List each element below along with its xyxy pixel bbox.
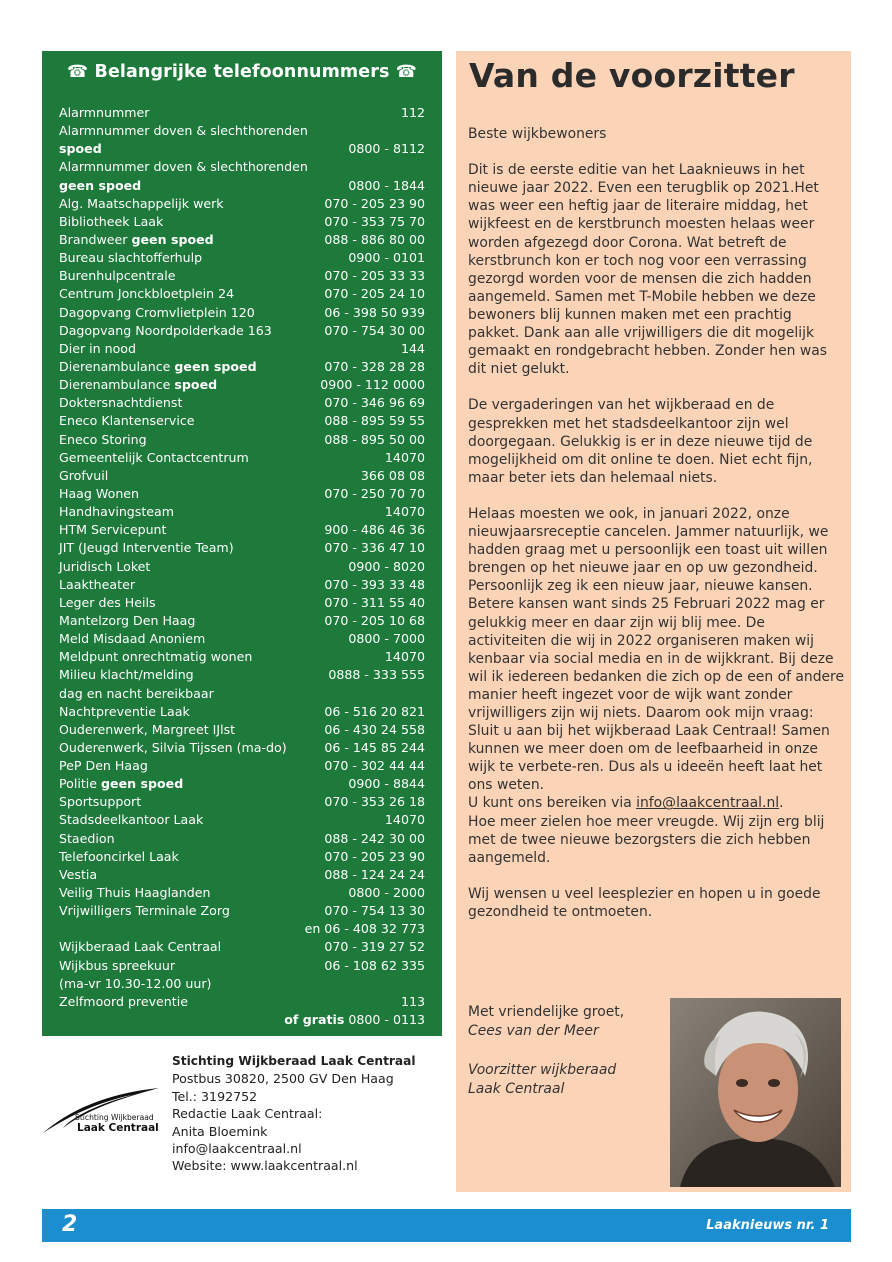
phone-row-name: Leger des Heils	[59, 594, 156, 610]
phone-row-name: Grofvuil	[59, 467, 109, 483]
phone-row-name: Veilig Thuis Haaglanden	[59, 885, 211, 901]
phone-row-number: 0800 - 8112	[348, 141, 425, 157]
phone-row-number: 0800 - 1844	[348, 177, 425, 193]
phone-row-number: 0900 - 8844	[348, 776, 425, 792]
phone-row	[59, 140, 425, 158]
phone-row-name: Alarmnummer doven & slechthorenden	[59, 159, 308, 175]
phone-row-number: en 06 - 408 32 773	[304, 921, 425, 937]
phone-row	[59, 648, 425, 666]
phone-row-name: Centrum Jonckbloetplein 24	[59, 286, 235, 302]
phone-row-name: Ouderenwerk, Silvia Tijssen (ma-do)	[59, 739, 287, 755]
phone-row-name: Stadsdeelkantoor Laak	[59, 812, 204, 828]
phone-row	[59, 630, 425, 648]
phone-row-name: HTM Servicepunt	[59, 522, 167, 538]
phone-row	[59, 685, 425, 703]
phone-row	[59, 1011, 425, 1029]
phone-row-number: 070 - 205 33 33	[324, 268, 425, 284]
phone-row-name: Wijkbus spreekuur	[59, 957, 176, 973]
phone-row-number: 070 - 754 13 30	[324, 903, 425, 919]
article-paragraph: Helaas moesten we ook, in januari 2022, onze nieuwjaarsreceptie cancelen. Jammer natuurlijk, we hadden graag met u persoonlijk een toast uit willen brengen op het nieuwe jaar en op uw gezondheid. Persoonlijk zeg ik een nieuw jaar, nieuwe kansen. Betere kansen want sinds 25 Februari 2022 mag er gelukkig meer en daar zijn wij blij mee. De activiteiten die wij in 2022 organiseren maken wij kenbaar via social media en in de wijkkrant. Bij deze wil ik iedereen bedanken die zich op de een of andere manier heeft ingezet voor de wijk want zonder vrijwilligers zijn wij niets. Daarom ook mijn vraag: Sluit u aan bij het wijkberaad Laak Centraal! Samen kunnen we meer doen om de leefbaarheid in onze wijk te verbete-ren. Dus als u ideeën heeft laat het ons weten.	[468, 505, 845, 794]
phone-row-name: dag en nacht bereikbaar	[59, 685, 214, 701]
phone-row-name: Staedion	[59, 830, 115, 846]
phone-row-name: (ma-vr 10.30-12.00 uur)	[59, 975, 212, 991]
phone-row	[59, 104, 425, 122]
phone-row-name: JIT (Jeugd Interventie Team)	[59, 540, 234, 556]
article-paragraph: De vergaderingen van het wijkberaad en de gesprekken met het stadsdeelkantoor zijn wel doorgegaan. Gelukkig is er in deze nieuwe tijd de mogelijkheid om dit online te doen. Niet echt fijn, maar beter iets dan helemaal niets.	[468, 397, 813, 486]
organization-address: Postbus 30820, 2500 GV Den Haag	[172, 1071, 394, 1087]
organization-email: info@laakcentraal.nl	[172, 1141, 302, 1157]
phone-row	[59, 213, 425, 231]
phone-box-heading: Belangrijke telefoonnummers	[94, 62, 390, 82]
phone-row-number: 070 - 319 27 52	[324, 939, 425, 955]
phone-row-name: Politie geen spoed	[59, 776, 184, 792]
organization-info	[172, 1053, 442, 1175]
phone-row	[59, 884, 425, 902]
phone-row	[59, 539, 425, 557]
phone-row-number: 070 - 353 26 18	[324, 794, 425, 810]
phone-row-name: Haag Wonen	[59, 485, 140, 501]
phone-row-number: 0888 - 333 555	[328, 667, 425, 683]
phone-row	[59, 811, 425, 829]
organization-name: Stichting Wijkberaad Laak Centraal	[172, 1054, 416, 1068]
phone-row-name: Ouderenwerk, Margreet IJlst	[59, 721, 236, 737]
phone-row-name: Milieu klacht/melding	[59, 667, 194, 683]
article-title: Van de voorzitter	[469, 56, 795, 95]
closing-greeting: Met vriendelijke groet,	[468, 1004, 625, 1020]
phone-row-name: Alarmnummer	[59, 105, 150, 120]
phone-row-name: Zelfmoord preventie	[59, 993, 188, 1009]
phone-row-number: 900 - 486 46 36	[324, 522, 425, 538]
phone-row-name: Bureau slachtofferhulp	[59, 250, 203, 266]
phone-row	[59, 158, 425, 176]
phone-row-number: 070 - 205 23 90	[324, 195, 425, 211]
phone-row-name: Burenhulpcentrale	[59, 268, 176, 284]
phone-row-name: Vrijwilligers Terminale Zorg	[59, 903, 230, 919]
phone-row-number: 06 - 398 50 939	[324, 304, 425, 320]
phone-row-name: Doktersnachtdienst	[59, 395, 183, 411]
phone-row-number: 070 - 205 24 10	[324, 286, 425, 302]
phone-row	[59, 793, 425, 811]
phone-row-number: 113	[400, 993, 425, 1009]
page-number: 2	[62, 1212, 78, 1237]
article-paragraph: Wij wensen u veel leesplezier en hopen u in goede gezondheid te ontmoeten.	[468, 885, 821, 921]
contact-email-link[interactable]: info@laakcentraal.nl	[636, 795, 780, 812]
editor-name: Anita Bloemink	[172, 1123, 268, 1139]
phone-row-number: 06 - 430 24 558	[324, 721, 425, 737]
signer-role: Voorzitter wijkberaad	[468, 1061, 617, 1078]
phone-row-number: 06 - 108 62 335	[324, 957, 425, 973]
article-contact-line: U kunt ons bereiken via info@laakcentraal.nl.	[468, 795, 784, 812]
phone-row	[59, 757, 425, 775]
phone-row-number: 070 - 311 55 40	[324, 594, 425, 610]
phone-row	[59, 449, 425, 467]
phone-row	[59, 412, 425, 430]
phone-row-number: 06 - 145 85 244	[324, 739, 425, 755]
article-paragraph: Dit is de eerste editie van het Laaknieuws in het nieuwe jaar 2022. Even een terugblik op 2021.Het was weer een heftig jaar de literaire middag, het wijkfeest en de kerstbrunch moesten helaas weer worden afgezegd door Corona. Wat betreft de kerstbrunch kon er toch nog voor een verrassing gezorgd worden voor de mensen die zich hadden aangemeld. Samen met T-Mobile hebben we deze bewoners blij kunnen maken met een prachtig pakket. Dank aan alle vrijwilligers die dit mogelijk gemaakt en rondgebracht hebben. Zonder hen was dit niet gelukt.	[468, 162, 827, 378]
phone-row-name: Vestia	[59, 866, 98, 882]
phone-row-name: Sportsupport	[59, 794, 142, 810]
phone-row-name: Alg. Maatschappelijk werk	[59, 195, 224, 211]
phone-row	[59, 177, 425, 195]
phone-row-number: 0900 - 112 0000	[320, 377, 425, 393]
phone-row-name: Dagopvang Noordpolderkade 163	[59, 322, 272, 338]
phone-row-name: Laaktheater	[59, 576, 135, 592]
article-body	[468, 125, 845, 921]
telephone-icon: ☎	[67, 62, 89, 82]
phone-row-number: 14070	[384, 504, 425, 520]
phone-row-name: Eneco Klantenservice	[59, 413, 195, 429]
phone-row-name: Meld Misdaad Anoniem	[59, 631, 206, 647]
phone-row-name: Alarmnummer doven & slechthorenden	[59, 123, 308, 139]
phone-row-name: Dierenambulance spoed	[59, 377, 218, 393]
magazine-issue: Laaknieuws nr. 1	[706, 1218, 829, 1233]
phone-row	[59, 920, 425, 938]
phone-row-name: Bibliotheek Laak	[59, 213, 164, 229]
article-signature	[468, 1003, 624, 1099]
phone-row-number: 14070	[384, 449, 425, 465]
phone-row-name: Juridisch Loket	[59, 558, 151, 574]
phone-row	[59, 467, 425, 485]
article-salutation: Beste wijkbewoners	[468, 126, 607, 142]
phone-row	[59, 703, 425, 721]
phone-row	[59, 558, 425, 576]
phone-row	[59, 267, 425, 285]
portrait-image	[670, 998, 841, 1187]
signer-role-organization: Laak Centraal	[468, 1081, 565, 1098]
phone-list	[59, 104, 425, 1029]
phone-row	[59, 739, 425, 757]
phone-row-name: Eneco Storing	[59, 431, 147, 447]
phone-row-number: 088 - 886 80 00	[324, 231, 425, 247]
phone-row	[59, 358, 425, 376]
phone-row	[59, 485, 425, 503]
phone-row-number: 0900 - 0101	[348, 250, 425, 266]
phone-row-name: Dier in nood	[59, 340, 136, 356]
phone-row-number: 070 - 754 30 00	[324, 322, 425, 338]
phone-row	[59, 122, 425, 140]
phone-row-number: 088 - 895 50 00	[324, 431, 425, 447]
phone-row	[59, 304, 425, 322]
phone-row-number: 070 - 328 28 28	[324, 358, 425, 374]
phone-row-number: 070 - 393 33 48	[324, 576, 425, 592]
phone-numbers-box	[42, 51, 442, 1036]
phone-row-number: 0900 - 8020	[348, 558, 425, 574]
phone-row-name: Telefooncirkel Laak	[59, 848, 179, 864]
organization-website: Website: www.laakcentraal.nl	[172, 1158, 358, 1174]
phone-row	[59, 866, 425, 884]
phone-row-name: Brandweer geen spoed	[59, 231, 214, 247]
phone-row-number: 070 - 205 23 90	[324, 848, 425, 864]
phone-row-name: Gemeentelijk Contactcentrum	[59, 449, 249, 465]
phone-row	[59, 938, 425, 956]
phone-row	[59, 830, 425, 848]
phone-row-number: 366 08 08	[360, 467, 425, 483]
phone-row	[59, 902, 425, 920]
phone-row	[59, 721, 425, 739]
phone-row-name: Meldpunt onrechtmatig wonen	[59, 649, 253, 665]
phone-row-number: 06 - 516 20 821	[324, 703, 425, 719]
phone-row	[59, 322, 425, 340]
phone-row	[59, 376, 425, 394]
chairman-photo	[670, 998, 841, 1187]
phone-row	[59, 975, 425, 993]
phone-row-number: 070 - 250 70 70	[324, 485, 425, 501]
phone-row-number: 070 - 336 47 10	[324, 540, 425, 556]
phone-row-number: 088 - 895 59 55	[324, 413, 425, 429]
phone-row	[59, 521, 425, 539]
phone-row-name: Handhavingsteam	[59, 504, 175, 520]
organization-phone: Tel.: 3192752	[172, 1088, 258, 1104]
phone-row-name: spoed	[59, 141, 102, 157]
phone-row-number: 0800 - 2000	[348, 885, 425, 901]
phone-box-title	[42, 62, 442, 82]
phone-row-name: Mantelzorg Den Haag	[59, 612, 196, 628]
phone-row-number: 0800 - 7000	[348, 631, 425, 647]
logo-text-small: Stichting Wijkberaad	[75, 1113, 154, 1122]
phone-row-name: Nachtpreventie Laak	[59, 703, 190, 719]
editorial-label: Redactie Laak Centraal:	[172, 1106, 323, 1122]
laak-centraal-logo	[41, 1078, 161, 1138]
phone-row-number: 070 - 302 44 44	[324, 758, 425, 774]
phone-row	[59, 576, 425, 594]
phone-row-number: of gratis 0800 - 0113	[284, 1012, 425, 1028]
phone-row-name: Dagopvang Cromvlietplein 120	[59, 304, 255, 320]
phone-row-number: 088 - 242 30 00	[324, 830, 425, 846]
phone-row-number: 070 - 346 96 69	[324, 395, 425, 411]
logo-text-large: Laak Centraal	[77, 1122, 159, 1134]
phone-row-number: 070 - 353 75 70	[324, 213, 425, 229]
phone-row-number: 088 - 124 24 24	[324, 866, 425, 882]
page-footer-bar	[42, 1209, 851, 1242]
phone-row	[59, 993, 425, 1011]
phone-row-number: 112	[400, 105, 425, 120]
phone-row-number: 070 - 205 10 68	[324, 612, 425, 628]
phone-row-name: Dierenambulance geen spoed	[59, 358, 257, 374]
phone-row	[59, 666, 425, 684]
phone-row	[59, 394, 425, 412]
phone-row	[59, 231, 425, 249]
phone-row-number: 14070	[384, 812, 425, 828]
phone-row	[59, 957, 425, 975]
phone-row	[59, 340, 425, 358]
phone-row	[59, 431, 425, 449]
phone-row-name: geen spoed	[59, 177, 142, 193]
phone-row	[59, 848, 425, 866]
article-paragraph: Hoe meer zielen hoe meer vreugde. Wij zijn erg blij met de twee nieuwe bezorgsters die zich hebben aangemeld.	[468, 813, 825, 866]
phone-row-name: PeP Den Haag	[59, 758, 148, 774]
phone-row	[59, 195, 425, 213]
phone-row-name: Wijkberaad Laak Centraal	[59, 939, 222, 955]
phone-row	[59, 612, 425, 630]
phone-row	[59, 594, 425, 612]
chairman-article-panel	[456, 51, 851, 1192]
phone-row	[59, 775, 425, 793]
signer-name: Cees van der Meer	[468, 1023, 599, 1040]
phone-row-number: 144	[400, 340, 425, 356]
telephone-icon: ☎	[395, 62, 417, 82]
phone-row	[59, 285, 425, 303]
phone-row	[59, 503, 425, 521]
phone-row-number: 14070	[384, 649, 425, 665]
phone-row	[59, 249, 425, 267]
